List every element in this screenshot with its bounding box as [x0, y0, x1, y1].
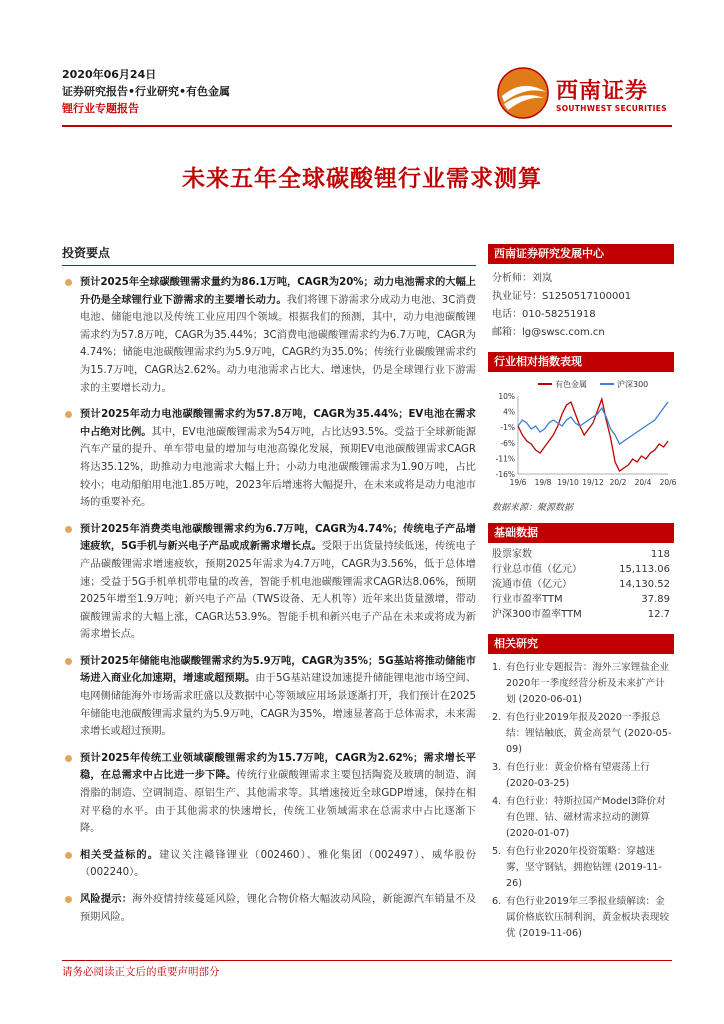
- invest-bullet: [62, 406, 476, 512]
- related-research-text: 有色行业专题报告：海外三家锂盐企业2020年一季度经营分析及未来扩产计划 (2020-06-01): [506, 662, 670, 705]
- invest-bullet-list: [62, 274, 476, 926]
- sidebar: [488, 244, 677, 944]
- analyst-name: 分析师：刘岚: [492, 273, 552, 284]
- series-line: [518, 399, 668, 471]
- basic-data-key: 行业总市值（亿元）: [492, 564, 582, 575]
- analyst-info: [488, 264, 674, 342]
- footer-rule: [62, 960, 672, 961]
- bullet-text: 传统行业碳酸锂需求主要包括陶瓷及玻璃的制造、润滑脂的制造、空调制造、原铝生产、其他需求等。其增速接近全球GDP增速，保持在相对平稳的水平。由于其他需求的快速增长，传统工业领域需求在总需求中占比逐渐下降。: [80, 770, 477, 835]
- legend-label: 沪深300: [617, 380, 649, 389]
- x-tick-label: 20/2: [609, 478, 627, 487]
- basic-data-key: 流通市值（亿元）: [492, 579, 572, 590]
- bullet-bold: 预计2025年储能电池碳酸锂需求约为5.9万吨，CAGR为35%；5G基站将推动储能市场进入商业化加速期，增速或超预期。: [80, 655, 476, 685]
- bullet-bold: 风险提示：: [80, 894, 133, 905]
- related-research-list: [488, 654, 674, 942]
- basic-data-value: 118: [650, 549, 670, 560]
- bullet-text: 由于5G基站建设加速提升储能锂电池市场空间、电网侧储能海外市场需求旺盛以及数据中心等领域应用场景逐渐打开，我们预计在2025年储能电池碳酸锂需求量约为5.9万吨，CAGR为35%，增速显著高于总体需求，未来需求增长或超过预期。: [80, 673, 477, 738]
- invest-divider: [62, 265, 476, 266]
- basic-data-row: [492, 547, 670, 562]
- basic-data-value: 37.89: [641, 594, 670, 605]
- x-tick-label: 19/6: [509, 478, 527, 487]
- index-chart-title: 行业相对指数表现: [488, 352, 674, 372]
- x-tick-label: 20/6: [659, 478, 677, 487]
- x-tick-label: 20/4: [634, 478, 652, 487]
- page-title: 未来五年全球碳酸锂行业需求测算: [182, 165, 542, 192]
- bullet-text: 海外疫情持续蔓延风险，锂化合物价格大幅波动风险，新能源汽车销量不及预期风险。: [80, 894, 477, 923]
- chart-source: 数据来源：聚源数据: [492, 503, 574, 513]
- y-tick-label: 4%: [503, 407, 515, 417]
- related-research-number: 4.: [492, 796, 502, 807]
- footer-disclaimer: 请务必阅读正文后的重要声明部分: [62, 966, 220, 978]
- bullet-dot-icon: [65, 896, 72, 903]
- bullet-dot-icon: [65, 755, 72, 762]
- bullet-text: 受限于出货量持续低迷，传统电子产品碳酸锂需求增速疲软，预期2025年需求为4.7万吨，CAGR为3.56%，低于总体增速；受益于5G手机单机带电量的改善，智能手机电池碳酸锂需求CAGR达8.06%，预期2025年增至1.9万吨；新兴电子产品（TWS设备、无人机等）近年来出货量激增，带动碳酸锂需求的大幅上涨，CAGR达53.9%。智能手机和新兴电子产品在未来或将成为新需求增长点。: [80, 541, 477, 641]
- related-research-item[interactable]: [492, 894, 674, 942]
- legend-label: 有色金属: [555, 380, 587, 389]
- related-research-number: 1.: [492, 662, 502, 673]
- research-center-title: 西南证券研究发展中心: [488, 244, 674, 264]
- logo-mark-icon: [496, 66, 552, 120]
- related-research-item[interactable]: [492, 794, 674, 842]
- basic-data-row: [492, 577, 670, 592]
- x-tick-label: 19/12: [582, 478, 604, 487]
- invest-bullet: [62, 274, 476, 397]
- y-tick-label: -6%: [500, 438, 515, 448]
- basic-data-row: [492, 562, 670, 577]
- bullet-dot-icon: [65, 279, 72, 286]
- analyst-phone: 电话：010-58251918: [492, 309, 596, 320]
- basic-data-key: 沪深300市盈率TTM: [492, 609, 582, 620]
- invest-bullet: [62, 847, 476, 882]
- report-date: 2020年06月24日: [62, 68, 157, 81]
- related-research-number: 6.: [492, 896, 502, 907]
- related-research-item[interactable]: [492, 660, 674, 708]
- bullet-bold: 相关受益标的。: [80, 849, 160, 861]
- bullet-bold: 预计2025年全球碳酸锂需求量约为86.1万吨，CAGR为20%；动力电池需求的大幅上升仍是全球锂行业下游需求的主要增长动力。: [80, 277, 476, 306]
- header-rule: [62, 125, 672, 127]
- invest-heading: 投资要点: [62, 246, 111, 260]
- company-logo: [496, 66, 676, 120]
- header-meta: [62, 66, 230, 117]
- index-chart: [488, 374, 677, 496]
- report-type: 锂行业专题报告: [62, 102, 139, 115]
- bullet-dot-icon: [65, 852, 72, 859]
- logo-text-en: SOUTHWEST SECURITIES: [556, 104, 667, 113]
- bullet-text: 其中，EV电池碳酸锂需求为54万吨，占比达93.5%。受益于全球新能源汽车产量的提升、单车带电量的增加与电池高镍化发展，预期EV电池碳酸锂需求CAGR将达35.12%，助推动力电池需求大幅上升；小动力电池碳酸锂需求为1.90万吨，占比较小；电动船舶用电池1.85万吨，2023年后增速将大幅提升，在未来或将是动力电池市场的重要补充。: [80, 426, 476, 509]
- y-tick-label: -11%: [495, 454, 515, 464]
- basic-data-value: 15,113.06: [619, 564, 670, 575]
- bullet-text: 我们将锂下游需求分成动力电池、3C消费电池、储能电池以及传统工业应用四个领域。根据我们的预测，其中，动力电池碳酸锂需求约为57.8万吨，CAGR为35.44%；3C消费电池碳酸锂需求约为6.7万吨，CAGR为4.74%；储能电池碳酸锂需求约为5.9万吨，CAGR约为35.0%；传统行业碳酸锂需求约为15.7万吨，CAGR达2.62%。动力电池需求占比大、增速快，仍是全球锂行业下游需求的主要增长动力。: [80, 294, 477, 394]
- bullet-dot-icon: [65, 658, 72, 665]
- x-tick-label: 19/8: [534, 478, 552, 487]
- invest-bullet: [62, 653, 476, 741]
- basic-data-row: [492, 592, 670, 607]
- invest-bullet: [62, 891, 476, 926]
- logo-text-cn: 西南证券: [556, 78, 649, 104]
- related-research-item[interactable]: [492, 844, 674, 892]
- invest-bullet: [62, 521, 476, 644]
- related-research-title: 相关研究: [488, 634, 674, 654]
- basic-data-key: 股票家数: [492, 549, 532, 560]
- related-research-text: 有色行业：黄金价格有望震荡上行 (2020-03-25): [506, 762, 650, 789]
- basic-data-value: 12.7: [647, 609, 670, 620]
- basic-data-value: 14,130.52: [619, 579, 670, 590]
- basic-data-table: [488, 543, 674, 622]
- analyst-email[interactable]: 邮箱：lg@swsc.com.cn: [492, 327, 605, 338]
- basic-data-key: 行业市盈率TTM: [492, 594, 563, 605]
- related-research-number: 5.: [492, 846, 502, 857]
- related-research-number: 2.: [492, 712, 502, 723]
- related-research-number: 3.: [492, 762, 502, 773]
- related-research-text: 有色行业2019年三季报业绩解读：金属价格底钦压制利润，黄金板块表现较优 (2019-11-06): [506, 896, 670, 939]
- bullet-dot-icon: [65, 526, 72, 533]
- y-tick-label: 10%: [498, 392, 515, 401]
- y-tick-label: -1%: [500, 423, 515, 433]
- invest-bullet: [62, 750, 476, 838]
- related-research-item[interactable]: [492, 760, 674, 792]
- analyst-cert: 执业证号：S1250517100001: [492, 291, 632, 302]
- related-research-text: 有色行业：特斯拉国产Model3降价对有色锂、钴、磁材需求拉动的测算 (2020-01-07): [506, 796, 666, 839]
- y-tick-label: -16%: [495, 470, 515, 479]
- bullet-bold: 预计2025年传统工业领域碳酸锂需求约为15.7万吨，CAGR为2.62%；需求增长平稳，在总需求中占比进一步下降。: [80, 752, 476, 782]
- bullet-dot-icon: [65, 411, 72, 418]
- basic-data-row: [492, 607, 670, 622]
- bullet-bold: 预计2025年消费类电池碳酸锂需求约为6.7万吨，CAGR为4.74%；传统电子产品增速疲软，5G手机与新兴电子产品或成新需求增长点。: [80, 523, 476, 553]
- bullet-text: 建议关注赣锋锂业（002460）、雅化集团（002497）、威华股份（002240）。: [80, 849, 477, 879]
- related-research-item[interactable]: [492, 710, 674, 758]
- related-research-text: 有色行业2020年投资策略：穿越迷雾，坚守钢钴，拥抱钻锂 (2019-11-26): [506, 846, 662, 889]
- related-research-text: 有色行业2019年报及2020一季报总结：锂钴触底，黄金高景气 (2020-05-09): [506, 712, 672, 755]
- basic-data-title: 基础数据: [488, 523, 674, 543]
- x-tick-label: 19/10: [557, 478, 579, 487]
- invest-highlights: [62, 244, 476, 935]
- index-chart-section: [488, 352, 677, 513]
- report-category: 证券研究报告•行业研究•有色金属: [62, 85, 231, 98]
- bullet-bold: 预计2025年动力电池碳酸锂需求约为57.8万吨，CAGR为35.44%；EV电池在需求中占绝对比例。: [80, 409, 476, 438]
- related-research-section: [488, 634, 674, 942]
- basic-data-section: [488, 523, 674, 622]
